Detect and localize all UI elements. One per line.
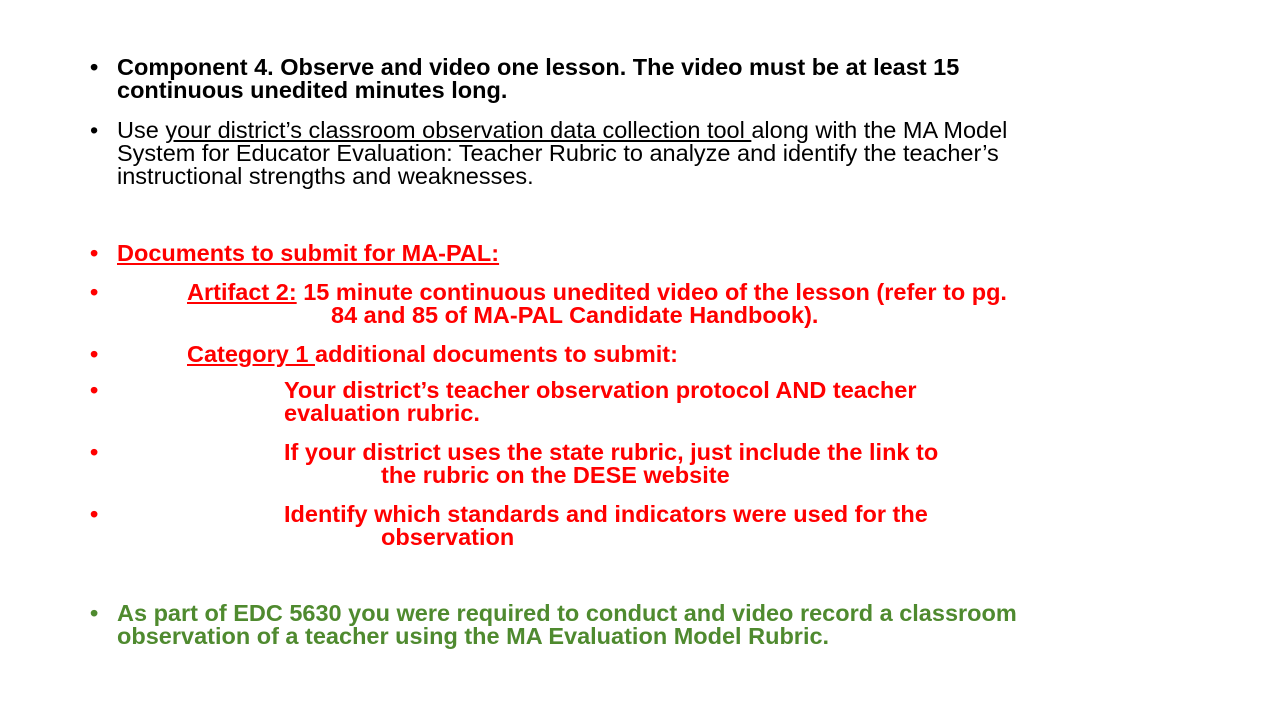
use-tool-post: along with the MA Model [751, 117, 1008, 143]
bullet-glyph: • [90, 54, 99, 80]
bullet-glyph: • [90, 341, 99, 367]
bullet-glyph: • [90, 279, 99, 305]
use-tool-line-3: instructional strengths and weaknesses. [117, 163, 534, 189]
observation-tool-link[interactable]: your district’s classroom observation data collection tool [165, 117, 752, 143]
artifact-2-label: Artifact 2: [187, 279, 297, 305]
category-1-label: Category 1 [187, 341, 315, 367]
bullet-glyph: • [90, 501, 99, 527]
bullet-glyph: • [90, 117, 99, 143]
use-tool-line-1 [117, 119, 1007, 142]
use-tool-line-2: System for Educator Evaluation: Teacher Rubric to analyze and identify the teacher’s [117, 140, 999, 166]
bullet-glyph: • [90, 377, 99, 403]
state-rubric-line-1: If your district uses the state rubric, just include the link to [284, 439, 939, 465]
artifact-2-line-2: 84 and 85 of MA-PAL Candidate Handbook). [331, 302, 819, 328]
bullet-glyph: • [90, 240, 99, 266]
district-protocol-line-2: evaluation rubric. [284, 400, 480, 426]
category-1-text: additional documents to submit: [315, 341, 678, 367]
artifact-2-line-1 [187, 281, 1007, 304]
use-tool-pre: Use [117, 117, 166, 143]
edc-5630-line-2: observation of a teacher using the MA Evaluation Model Rubric. [117, 623, 830, 649]
artifact-2-text: 15 minute continuous unedited video of the lesson (refer to pg. [296, 279, 1007, 305]
district-protocol-line-1: Your district’s teacher observation protocol AND teacher [284, 377, 917, 403]
bullet-glyph: • [90, 600, 99, 626]
component-4-line-2: continuous unedited minutes long. [117, 77, 508, 103]
documents-heading: Documents to submit for MA-PAL: [117, 240, 500, 266]
standards-line-2: observation [381, 524, 515, 550]
edc-5630-line-1: As part of EDC 5630 you were required to conduct and video record a classroom [117, 600, 1017, 626]
bullet-glyph: • [90, 439, 99, 465]
standards-line-1: Identify which standards and indicators were used for the [284, 501, 928, 527]
component-4-line-1: Component 4. Observe and video one lesson. The video must be at least 15 [117, 54, 960, 80]
state-rubric-line-2: the rubric on the DESE website [381, 462, 730, 488]
category-1-line [187, 343, 678, 366]
